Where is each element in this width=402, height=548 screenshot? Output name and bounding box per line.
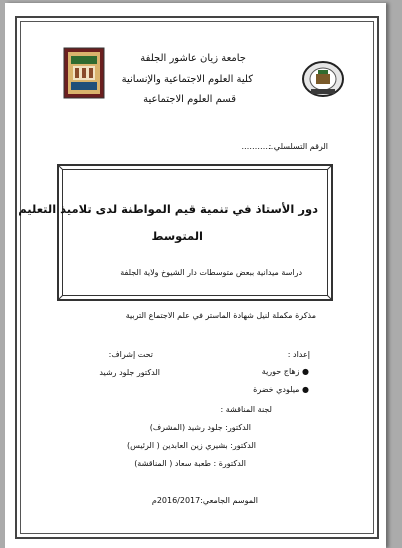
student-name: ميلودي خضرة — [253, 385, 300, 394]
student-1 — [262, 367, 309, 376]
bullet-icon: ● — [302, 367, 309, 376]
bullet-icon: ● — [302, 385, 309, 394]
university-name: جامعة زيان عاشور الجلفة — [140, 53, 246, 64]
memo-statement: مذكرة مكملة لنيل شهادة الماستر في علم الاجتماع التربية — [125, 311, 316, 320]
supervisor-name: الدكتور جلود رشيد — [99, 368, 160, 377]
student-2 — [253, 385, 309, 394]
committee-member-3: الدكتورة : طعبة سعاد ( المناقشة) — [134, 459, 246, 468]
thesis-subtitle: دراسة ميدانية ببعض متوسطات دار الشيوخ ولاية الجلفة — [120, 268, 302, 277]
thesis-title-line1: دور الأستاذ في تنمية قيم المواطنة لدى تلاميذ التعليم — [18, 202, 318, 216]
committee-label: لجنة المناقشة : — [220, 405, 272, 414]
serial-label: الرقم التسلسلي : — [268, 142, 328, 151]
university-logo-right — [301, 59, 345, 97]
faculty-name: كلية العلوم الاجتماعية والإنسانية — [121, 74, 253, 85]
supervisor-label: تحت إشراف: — [108, 350, 153, 359]
university-logo-left — [63, 47, 105, 99]
student-name: زهاج حورية — [261, 367, 300, 376]
serial-dots: …………. — [241, 142, 276, 151]
prepared-by-label: إعداد : — [287, 350, 310, 359]
document-page — [5, 3, 386, 548]
thesis-title-line2: المتوسط — [151, 229, 203, 243]
academic-year: الموسم الجامعي:2016/2017م — [151, 496, 258, 505]
department-name: قسم العلوم الاجتماعية — [143, 94, 236, 105]
committee-member-1: الدكتور: جلود رشيد (المشرف) — [149, 423, 251, 432]
committee-member-2: الدكتور: بشيري زين العابدين ( الرئيس) — [127, 441, 256, 450]
